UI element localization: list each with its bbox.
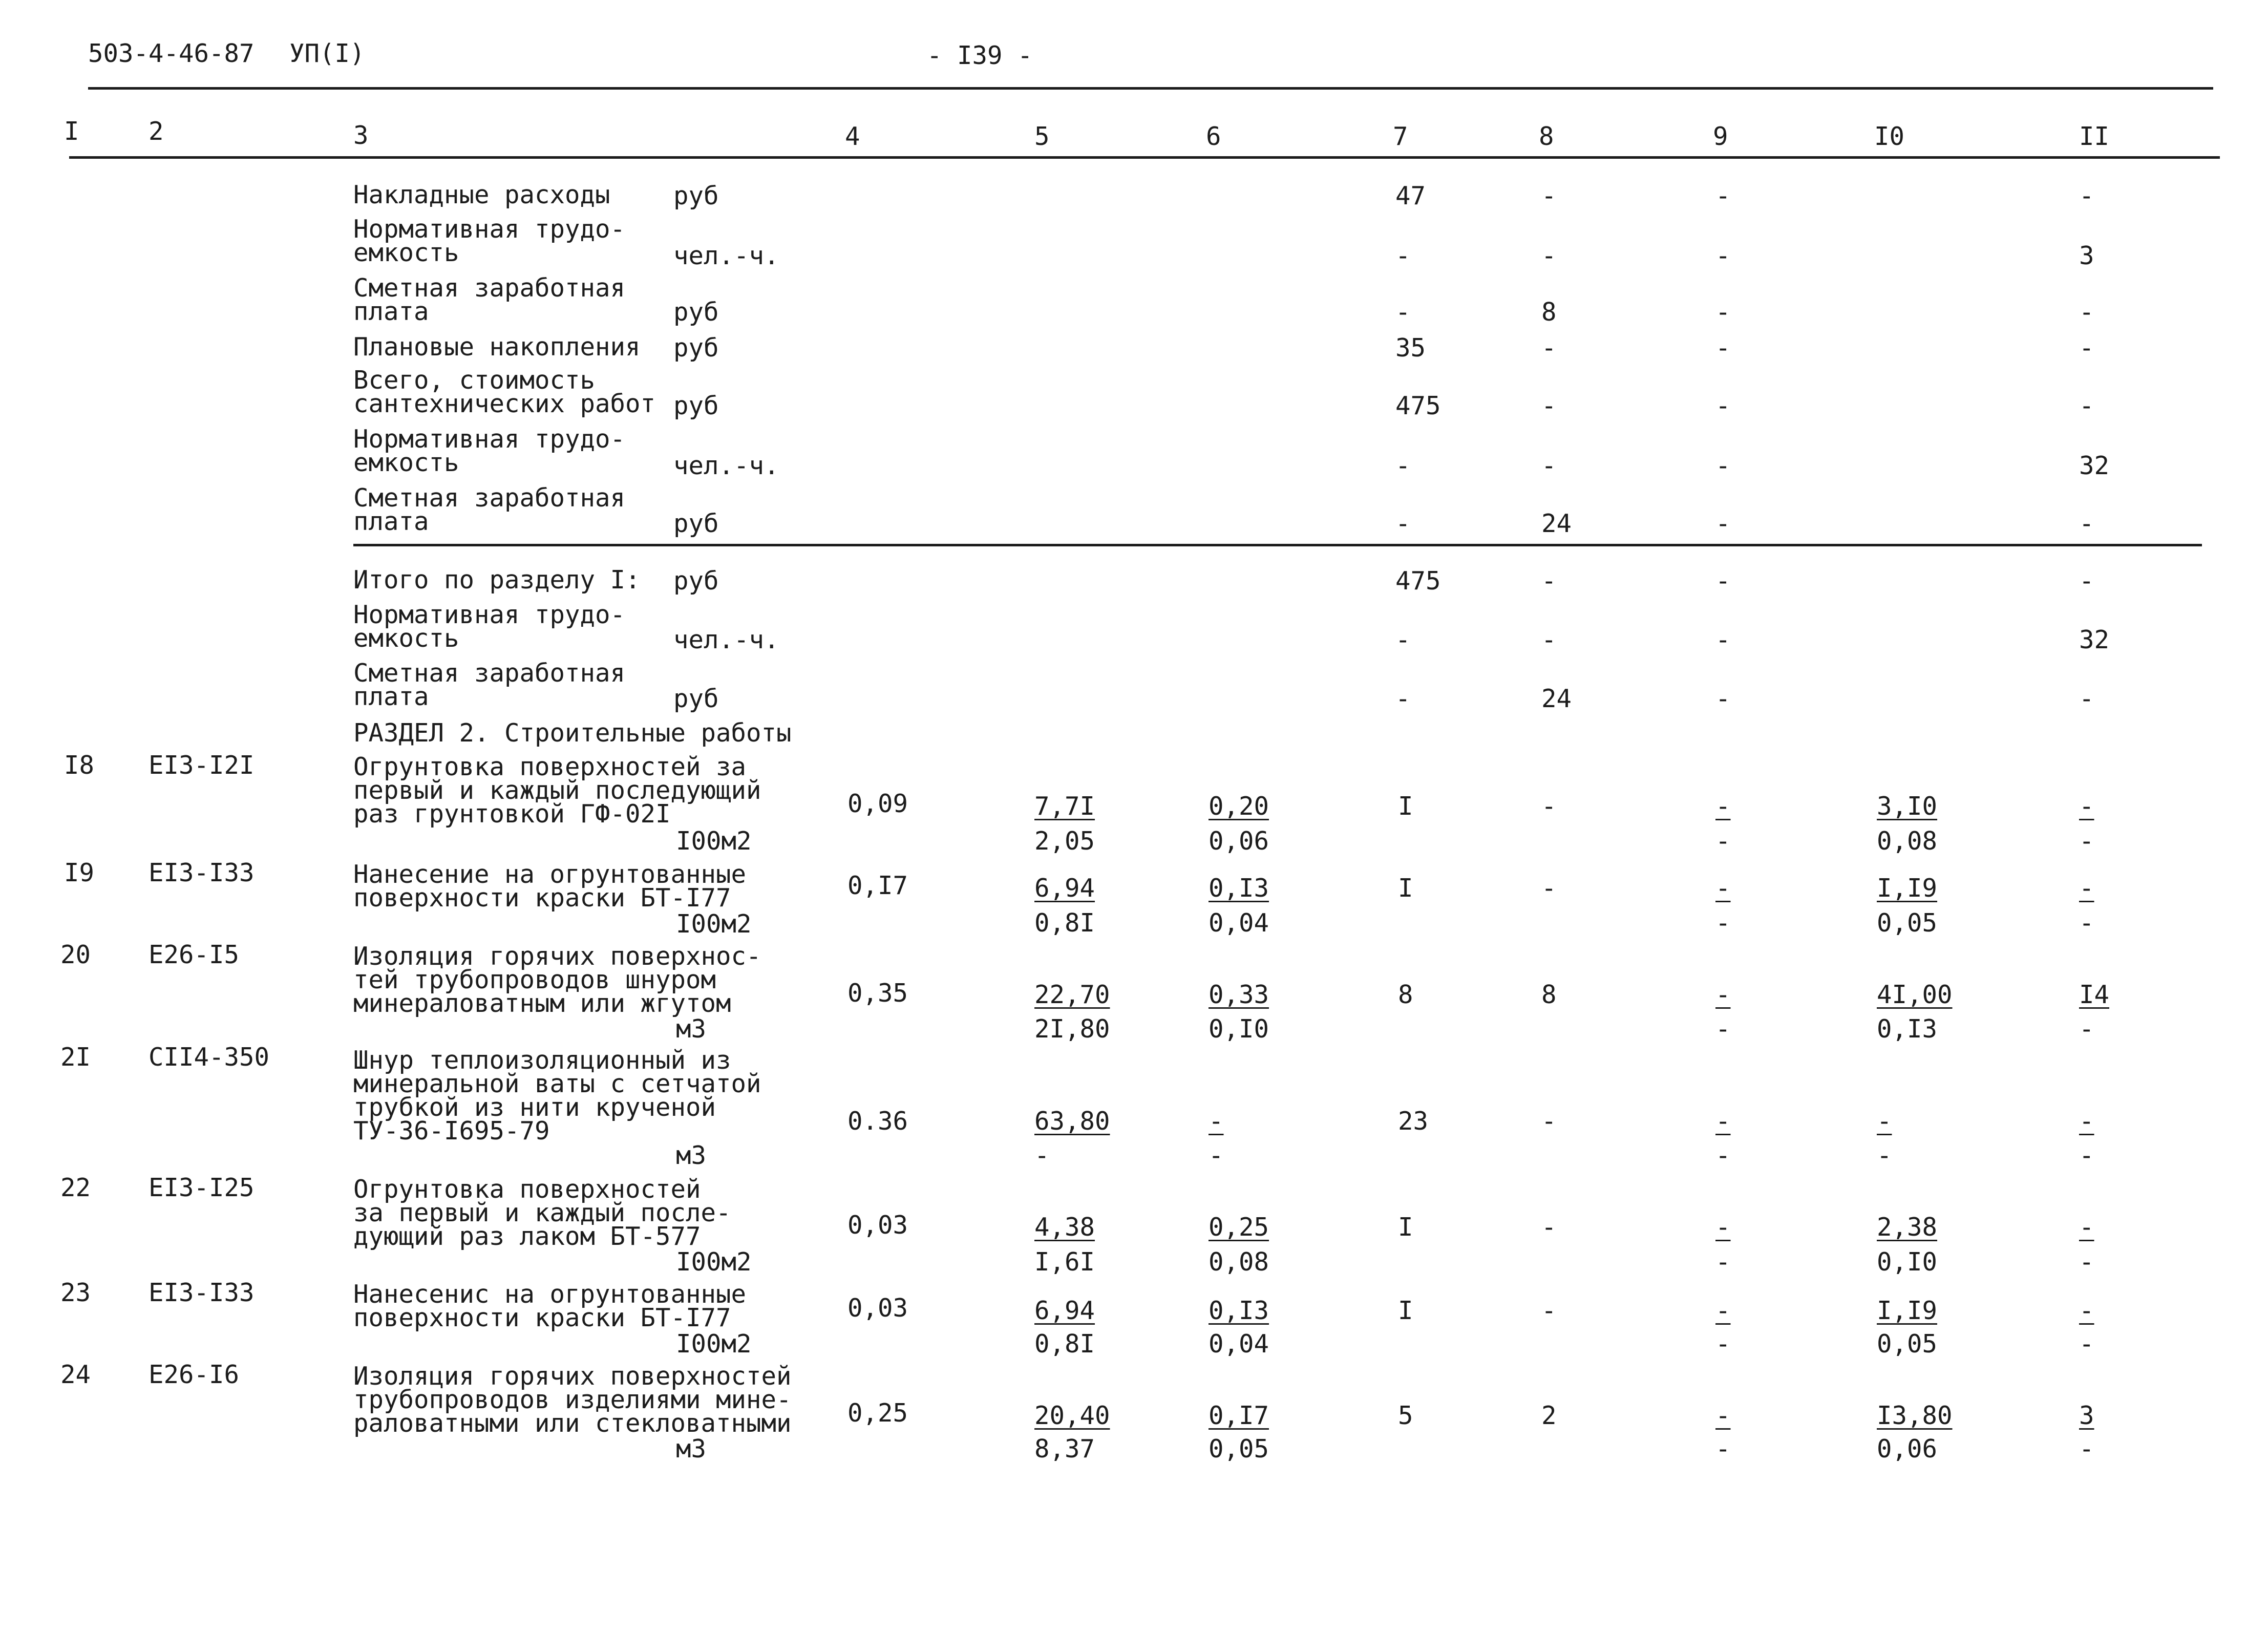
row-col4: 0,35: [847, 979, 908, 1008]
top-rule: [88, 87, 2213, 90]
row-col6-top: 0,I7: [1209, 1401, 1269, 1430]
summary-row-col7: -: [1395, 451, 1411, 480]
row-col5-top: 20,40: [1034, 1401, 1110, 1430]
row-col9-top: -: [1715, 980, 1731, 1009]
row-col11-top: -: [2079, 1213, 2094, 1242]
row-col9-top: -: [1715, 1107, 1731, 1136]
column-header: 3: [353, 121, 369, 150]
row-col6-top: 0,I3: [1209, 874, 1269, 903]
summary-row-col7: -: [1395, 298, 1411, 327]
row-col10-top: I,I9: [1877, 1296, 1938, 1325]
row-col11-top: -: [2079, 1296, 2094, 1325]
summary-row-col9: -: [1715, 181, 1731, 210]
row-col10-top: -: [1877, 1107, 1892, 1136]
row-col8: -: [1541, 874, 1557, 903]
row-col10-bottom: 0,06: [1877, 1434, 1938, 1464]
row-col5-top: 6,94: [1034, 1296, 1095, 1325]
row-col5-bottom: 0,8I: [1034, 1329, 1095, 1359]
summary-row-col9: -: [1715, 333, 1731, 363]
summary-row-col7: -: [1395, 509, 1411, 538]
row-unit: I00м2: [676, 1247, 752, 1277]
row-col6-bottom: -: [1209, 1141, 1224, 1170]
summary-row-name: Сметная заработная плата: [353, 659, 626, 711]
summary-row-col8: 8: [1541, 298, 1557, 327]
row-col7: 8: [1398, 980, 1413, 1009]
document-code: 503-4-46-87: [88, 39, 255, 68]
row-col5-top: 63,80: [1034, 1107, 1110, 1136]
row-number: 23: [60, 1278, 91, 1307]
row-col10-top: 2,38: [1877, 1213, 1938, 1242]
summary-row-col7: -: [1395, 241, 1411, 270]
summary-row-col7: -: [1395, 684, 1411, 713]
summary-row-name: Накладные расходы: [353, 180, 610, 209]
row-code: E26-I6: [149, 1360, 240, 1389]
row-col11-bottom: -: [2079, 826, 2094, 856]
row-col9-bottom: -: [1715, 826, 1731, 856]
row-col8: -: [1541, 1296, 1557, 1325]
row-col9-bottom: -: [1715, 1141, 1731, 1170]
section-title: РАЗДЕЛ 2. Строительные работы: [353, 718, 792, 748]
row-col10-bottom: 0,05: [1877, 1329, 1938, 1359]
row-col10-bottom: 0,08: [1877, 826, 1938, 856]
row-col6-top: 0,20: [1209, 792, 1269, 821]
column-header: 9: [1713, 122, 1728, 151]
row-unit: м3: [676, 1434, 707, 1464]
row-col5-top: 22,70: [1034, 980, 1110, 1009]
row-col9-top: -: [1715, 1401, 1731, 1430]
summary-row-col9: -: [1715, 241, 1731, 270]
summary-row-unit: руб: [673, 509, 719, 538]
summary-row-col8: -: [1541, 391, 1557, 420]
row-col9-top: -: [1715, 1296, 1731, 1325]
row-col9-top: -: [1715, 874, 1731, 903]
summary-row-unit: чел.-ч.: [673, 241, 779, 270]
row-col10-top: 4I,00: [1877, 980, 1953, 1009]
row-col10-top: I,I9: [1877, 874, 1938, 903]
summary-row-col7: 35: [1395, 333, 1426, 363]
row-col7: I: [1398, 1296, 1413, 1325]
summary-row-col8: -: [1541, 451, 1557, 480]
row-col11-top: -: [2079, 874, 2094, 903]
row-unit: м3: [676, 1141, 707, 1170]
row-col11-bottom: -: [2079, 1014, 2094, 1044]
summary-row-col9: -: [1715, 684, 1731, 713]
row-description: Изоляция горячих поверхностей трубопроводов изделиями мине- раловатными или стекловатными: [353, 1362, 792, 1438]
column-header: I: [64, 117, 79, 146]
row-col4: 0,09: [847, 789, 908, 818]
column-header: I0: [1874, 122, 1905, 151]
row-col5-bottom: -: [1034, 1141, 1050, 1170]
row-description: Огрунтовка поверхностей за первый и каждый последующий раз грунтовкой ГФ-02I: [353, 752, 761, 829]
row-col5-top: 4,38: [1034, 1213, 1095, 1242]
column-header: 8: [1539, 122, 1554, 151]
row-col4: 0,I7: [847, 871, 908, 900]
row-number: 20: [60, 940, 91, 969]
row-col9-bottom: -: [1715, 1014, 1731, 1044]
row-col11-bottom: -: [2079, 1434, 2094, 1464]
row-col5-bottom: 2,05: [1034, 826, 1095, 856]
row-description: Огрунтовка поверхностей за первый и каждый после- дующий раз лаком БТ-577: [353, 1175, 731, 1251]
summary-row-name: Плановые накопления: [353, 332, 641, 362]
row-col6-top: 0,I3: [1209, 1296, 1269, 1325]
row-col7: 23: [1398, 1107, 1429, 1136]
row-col7: I: [1398, 1213, 1413, 1242]
summary-row-col7: 47: [1395, 181, 1426, 210]
summary-row-col8: -: [1541, 181, 1557, 210]
row-number: 2I: [60, 1043, 91, 1072]
row-col10-bottom: -: [1877, 1141, 1892, 1170]
row-col5-top: 6,94: [1034, 874, 1095, 903]
row-col7: I: [1398, 792, 1413, 821]
row-code: CII4-350: [149, 1043, 270, 1072]
row-col11-bottom: -: [2079, 1141, 2094, 1170]
row-unit: I00м2: [676, 826, 752, 856]
row-col6-bottom: 0,08: [1209, 1247, 1269, 1277]
row-col9-bottom: -: [1715, 1329, 1731, 1359]
summary-row-col11: -: [2079, 298, 2094, 327]
summary-row-col8: -: [1541, 625, 1557, 654]
row-col8: -: [1541, 1213, 1557, 1242]
row-number: I9: [64, 858, 95, 887]
summary-row-col11: 3: [2079, 241, 2094, 270]
summary-row-name: Итого по разделу I:: [353, 565, 641, 595]
row-code: EI3-I2I: [149, 751, 255, 780]
summary-row-col11: -: [2079, 684, 2094, 713]
row-col6-bottom: 0,06: [1209, 826, 1269, 856]
summary-row-col11: -: [2079, 181, 2094, 210]
row-col5-bottom: 8,37: [1034, 1434, 1095, 1464]
summary-row-col9: -: [1715, 625, 1731, 654]
summary-row-name: Всего, стоимость сантехнических работ: [353, 366, 656, 418]
row-col5-bottom: I,6I: [1034, 1247, 1095, 1277]
column-header: 7: [1393, 122, 1408, 151]
summary-row-col11: -: [2079, 509, 2094, 538]
summary-row-col9: -: [1715, 298, 1731, 327]
row-col6-bottom: 0,04: [1209, 1329, 1269, 1359]
row-col8: -: [1541, 792, 1557, 821]
row-col4: 0,25: [847, 1398, 908, 1428]
summary-row-name: Сметная заработная плата: [353, 483, 626, 536]
row-col9-bottom: -: [1715, 1247, 1731, 1277]
row-col10-bottom: 0,I0: [1877, 1247, 1938, 1277]
summary-row-col8: -: [1541, 241, 1557, 270]
row-col5-bottom: 2I,80: [1034, 1014, 1110, 1044]
summary-row-col9: -: [1715, 391, 1731, 420]
row-col11-bottom: -: [2079, 908, 2094, 938]
row-description: Шнур теплоизоляционный из минеральной ваты с сетчатой трубкой из нити крученой ТУ-36-I695-79: [353, 1046, 761, 1146]
row-number: I8: [64, 751, 95, 780]
row-col6-bottom: 0,04: [1209, 908, 1269, 938]
summary-row-col11: 32: [2079, 625, 2110, 654]
summary-row-unit: руб: [673, 391, 719, 420]
column-header: 4: [845, 122, 860, 151]
row-col9-bottom: -: [1715, 908, 1731, 938]
section-rule: [353, 544, 2202, 546]
row-number: 24: [60, 1360, 91, 1389]
summary-row-col9: -: [1715, 451, 1731, 480]
row-description: Изоляция горячих поверхнос- тей трубопроводов шнуром минераловатным или жгутом: [353, 942, 761, 1018]
column-header: II: [2079, 122, 2110, 151]
row-number: 22: [60, 1173, 91, 1202]
row-col9-top: -: [1715, 1213, 1731, 1242]
row-col7: 5: [1398, 1401, 1413, 1430]
summary-row-col11: -: [2079, 333, 2094, 363]
row-col5-bottom: 0,8I: [1034, 908, 1095, 938]
row-code: EI3-I33: [149, 858, 255, 887]
row-col11-top: I4: [2079, 980, 2110, 1009]
row-description: Нанесенис на огрунтованные поверхности краски БТ-I77: [353, 1280, 747, 1332]
row-col9-top: -: [1715, 792, 1731, 821]
row-code: E26-I5: [149, 940, 240, 969]
summary-row-col8: 24: [1541, 684, 1572, 713]
summary-row-col9: -: [1715, 566, 1731, 596]
summary-row-col8: -: [1541, 566, 1557, 596]
row-col11-bottom: -: [2079, 1329, 2094, 1359]
summary-row-col11: -: [2079, 566, 2094, 596]
summary-row-col7: 475: [1395, 391, 1441, 420]
column-header: 2: [149, 117, 164, 146]
row-col8: 8: [1541, 980, 1557, 1009]
row-col10-top: 3,I0: [1877, 792, 1938, 821]
album-number: УП(I): [289, 39, 365, 68]
row-col11-top: 3: [2079, 1401, 2094, 1430]
summary-row-col9: -: [1715, 509, 1731, 538]
summary-row-unit: руб: [673, 181, 719, 210]
row-col11-bottom: -: [2079, 1247, 2094, 1277]
header-rule: [69, 156, 2220, 159]
row-col4: 0,03: [847, 1211, 908, 1240]
row-code: EI3-I33: [149, 1278, 255, 1307]
summary-row-col8: 24: [1541, 509, 1572, 538]
summary-row-col7: -: [1395, 625, 1411, 654]
row-description: Нанесение на огрунтованные поверхности краски БТ-I77: [353, 860, 747, 913]
summary-row-unit: руб: [673, 333, 719, 363]
summary-row-col8: -: [1541, 333, 1557, 363]
row-unit: I00м2: [676, 1329, 752, 1359]
row-col9-bottom: -: [1715, 1434, 1731, 1464]
row-col7: I: [1398, 874, 1413, 903]
row-col8: -: [1541, 1107, 1557, 1136]
summary-row-name: Нормативная трудо- емкость: [353, 600, 626, 653]
summary-row-unit: чел.-ч.: [673, 451, 779, 480]
column-header: 5: [1034, 122, 1050, 151]
row-col6-bottom: 0,I0: [1209, 1014, 1269, 1044]
summary-row-col7: 475: [1395, 566, 1441, 596]
summary-row-unit: руб: [673, 684, 719, 713]
row-col6-top: -: [1209, 1107, 1224, 1136]
row-col6-top: 0,25: [1209, 1213, 1269, 1242]
row-col10-bottom: 0,05: [1877, 908, 1938, 938]
row-col4: 0,03: [847, 1293, 908, 1323]
summary-row-name: Нормативная трудо- емкость: [353, 425, 626, 477]
row-col11-top: -: [2079, 792, 2094, 821]
summary-row-col11: -: [2079, 391, 2094, 420]
column-header: 6: [1206, 122, 1221, 151]
summary-row-unit: руб: [673, 566, 719, 596]
row-col11-top: -: [2079, 1107, 2094, 1136]
page-number: - I39 -: [927, 41, 1033, 70]
row-col5-top: 7,7I: [1034, 792, 1095, 821]
row-col10-top: I3,80: [1877, 1401, 1953, 1430]
summary-row-unit: чел.-ч.: [673, 625, 779, 654]
summary-row-unit: руб: [673, 298, 719, 327]
summary-row-name: Сметная заработная плата: [353, 273, 626, 326]
row-col10-bottom: 0,I3: [1877, 1014, 1938, 1044]
summary-row-col11: 32: [2079, 451, 2110, 480]
row-unit: м3: [676, 1014, 707, 1044]
row-col6-top: 0,33: [1209, 980, 1269, 1009]
summary-row-name: Нормативная трудо- емкость: [353, 215, 626, 267]
row-col6-bottom: 0,05: [1209, 1434, 1269, 1464]
row-unit: I00м2: [676, 909, 752, 939]
row-col8: 2: [1541, 1401, 1557, 1430]
row-col4: 0.36: [847, 1107, 908, 1136]
row-code: EI3-I25: [149, 1173, 255, 1202]
